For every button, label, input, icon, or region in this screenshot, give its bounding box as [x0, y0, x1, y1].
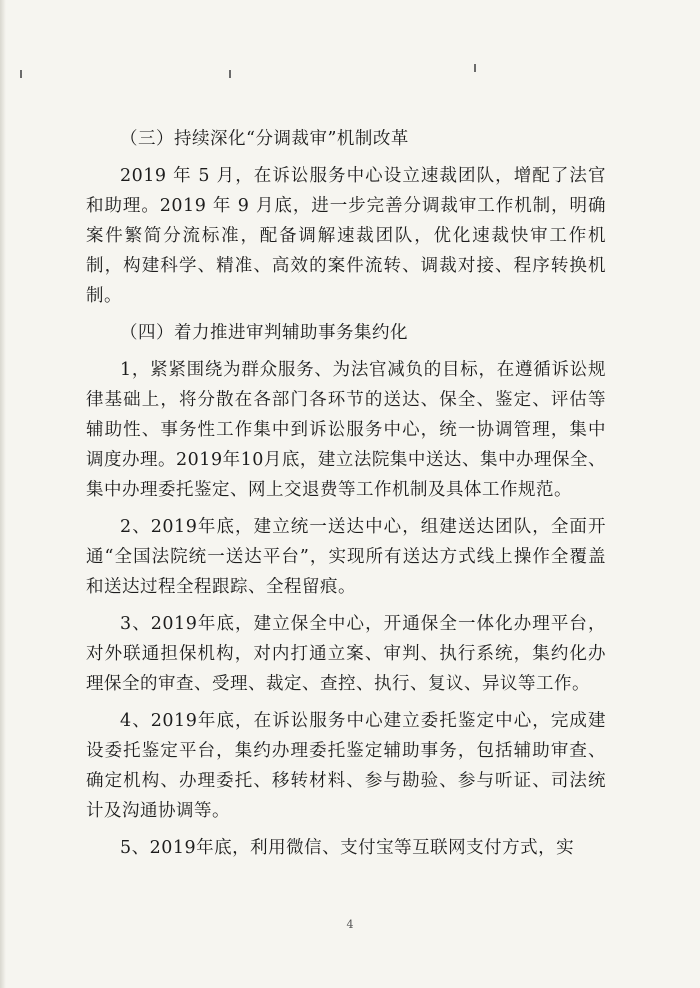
document-body — [86, 124, 606, 863]
paragraph: 2019 年 5 月，在诉讼服务中心设立速裁团队，增配了法官和助理。2019 年 9 月底，进一步完善分调裁审工作机制，明确案件繁简分流标准，配备调解速裁团队，优化速裁快审工作机制，构建科学、精准、高效的案件流转、调裁对接、程序转换机制。 — [86, 166, 606, 306]
scan-mark — [474, 64, 476, 72]
list-item: 1，紧紧围绕为群众服务、为法官减负的目标，在遵循诉讼规律基础上，将分散在各部门各环节的送达、保全、鉴定、评估等辅助性、事务性工作集中到诉讼服务中心，统一协调管理，集中调度办理。2019年10月底，建立法院集中送达、集中办理保全、集中办理委托鉴定、网上交退费等工作机制及具体工作规范。 — [86, 360, 606, 500]
list-item: 4、2019年底，在诉讼服务中心建立委托鉴定中心，完成建设委托鉴定平台，集约办理委托鉴定辅助事务，包括辅助审查、确定机构、办理委托、移转材料、参与勘验、参与听证、司法统计及沟通协调等。 — [86, 711, 606, 821]
list-item: 5、2019年底，利用微信、支付宝等互联网支付方式，实 — [120, 838, 575, 858]
page-number: 4 — [346, 918, 354, 931]
scan-edge — [0, 0, 6, 988]
scan-mark — [20, 70, 22, 78]
section-heading-4: （四）着力推进审判辅助事务集约化 — [120, 323, 408, 343]
scan-mark — [229, 70, 231, 78]
section-heading-3: （三）持续深化“分调裁审”机制改革 — [120, 129, 409, 149]
list-item: 3、2019年底，建立保全中心，开通保全一体化办理平台，对外联通担保机构，对内打通立案、审判、执行系统，集约化办理保全的审查、受理、裁定、查控、执行、复议、异议等工作。 — [86, 614, 606, 694]
list-item: 2、2019年底，建立统一送达中心，组建送达团队，全面开通“全国法院统一送达平台”，实现所有送达方式线上操作全覆盖和送达过程全程跟踪、全程留痕。 — [86, 517, 606, 597]
